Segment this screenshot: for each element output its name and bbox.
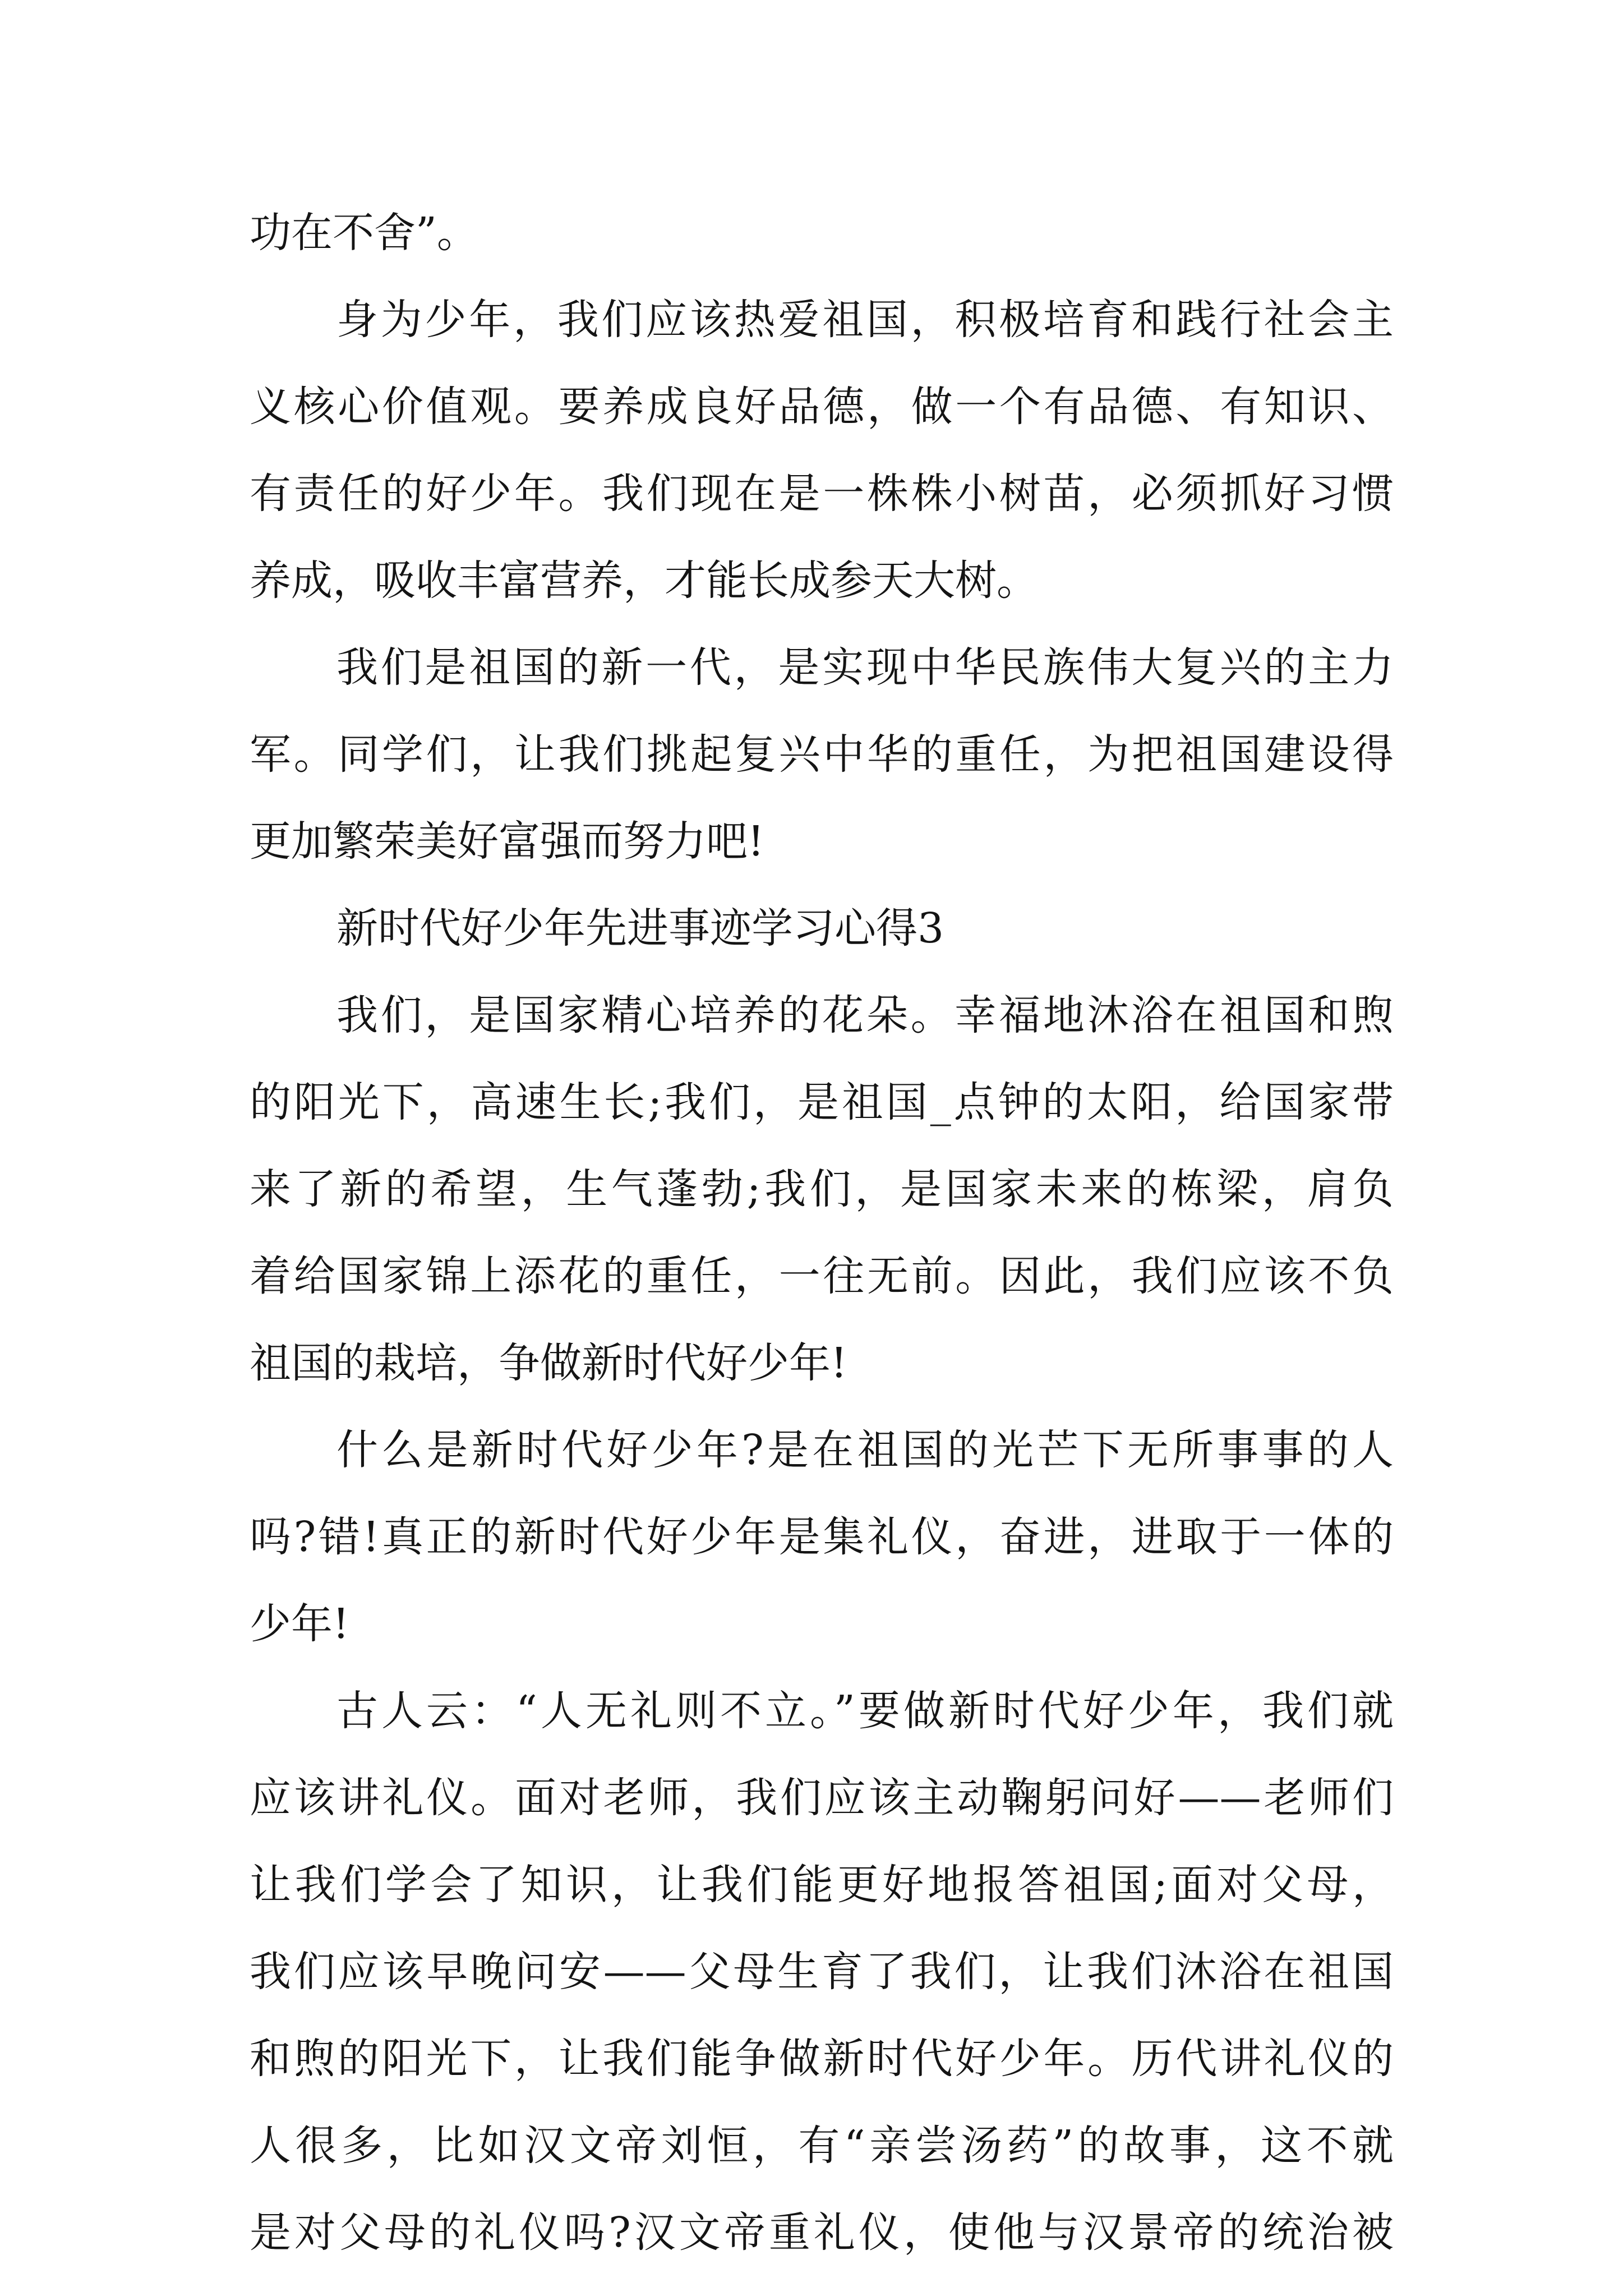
text-line: 我们，是国家精心培养的花朵。幸福地沐浴在祖国和煦 (336, 991, 1394, 1039)
text-line: 功在不舍”。 (250, 209, 478, 257)
text-line: 古人云：“人无礼则不立。”要做新时代好少年，我们就 (336, 1687, 1394, 1735)
text-line: 着给国家锦上添花的重任，一往无前。因此，我们应该不负 (250, 1252, 1394, 1300)
text-line: 祖国的栽培，争做新时代好少年! (250, 1339, 847, 1387)
section-heading: 新时代好少年先进事迹学习心得3 (336, 904, 944, 953)
text-line: 军。同学们，让我们挑起复兴中华的重任，为把祖国建设得 (250, 730, 1394, 779)
text-line: 养成，吸收丰富营养，才能长成参天大树。 (250, 556, 1038, 605)
text-line: 身为少年，我们应该热爱祖国，积极培育和践行社会主 (336, 296, 1394, 344)
text-line: 我们应该早晚问安——父母生育了我们，让我们沐浴在祖国 (250, 1948, 1394, 1996)
text-line: 有责任的好少年。我们现在是一株株小树苗，必须抓好习惯 (250, 470, 1394, 518)
text-line: 来了新的希望，生气蓬勃;我们，是国家未来的栋梁，肩负 (250, 1165, 1394, 1213)
text-line: 让我们学会了知识，让我们能更好地报答祖国;面对父母， (250, 1861, 1394, 1909)
text-line: 应该讲礼仪。面对老师，我们应该主动鞠躬问好——老师们 (250, 1774, 1394, 1822)
text-line: 义核心价值观。要养成良好品德，做一个有品德、有知识、 (250, 383, 1394, 431)
text-line: 更加繁荣美好富强而努力吧! (250, 817, 764, 866)
text-line: 什么是新时代好少年?是在祖国的光芒下无所事事的人 (336, 1426, 1394, 1474)
text-line: 我们是祖国的新一代，是实现中华民族伟大复兴的主力 (336, 643, 1394, 692)
text-line: 和煦的阳光下，让我们能争做新时代好少年。历代讲礼仪的 (250, 2035, 1394, 2083)
text-line: 少年! (250, 1600, 349, 1648)
text-line: 人很多，比如汉文帝刘恒，有“亲尝汤药”的故事，这不就 (250, 2122, 1394, 2170)
text-line: 吗?错!真正的新时代好少年是集礼仪，奋进，进取于一体的 (250, 1513, 1394, 1561)
text-line: 的阳光下，高速生长;我们，是祖国_点钟的太阳，给国家带 (250, 1078, 1394, 1126)
text-line: 是对父母的礼仪吗?汉文帝重礼仪，使他与汉景帝的统治被 (250, 2208, 1394, 2257)
